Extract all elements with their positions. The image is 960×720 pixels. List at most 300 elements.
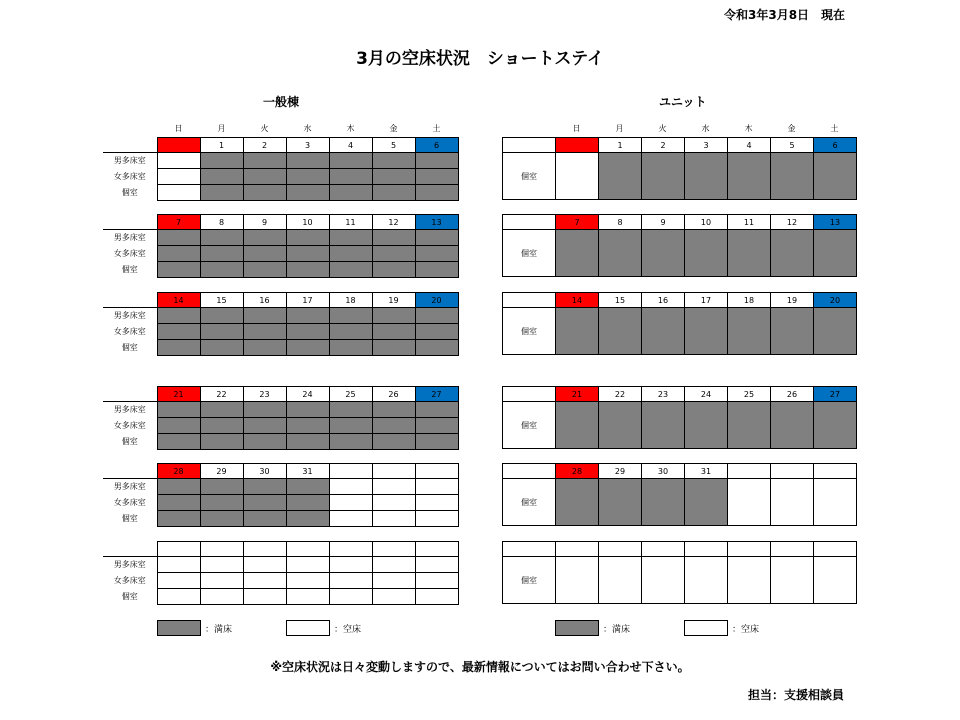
- full-cell: [329, 169, 372, 185]
- room-type-label: 女多床室: [103, 418, 157, 434]
- date-row-label: [503, 387, 556, 402]
- full-cell: [372, 340, 415, 356]
- room-type-label: 個室: [503, 557, 556, 604]
- full-cell: [329, 434, 372, 450]
- full-cell: [286, 495, 329, 511]
- room-type-label: 男多床室: [103, 230, 157, 246]
- full-cell: [599, 230, 642, 277]
- date-cell: 3: [685, 138, 728, 153]
- date-cell: 10: [286, 215, 329, 230]
- date-cell: 1: [200, 138, 243, 153]
- date-cell: 19: [771, 293, 814, 308]
- full-cell: [157, 402, 200, 418]
- date-cell: 7: [157, 215, 200, 230]
- date-cell: 12: [771, 215, 814, 230]
- full-cell: [157, 340, 200, 356]
- date-cell: 17: [286, 293, 329, 308]
- unit-weekday-2: 火: [658, 124, 667, 133]
- full-cell: [157, 479, 200, 495]
- date-cell: 16: [642, 293, 685, 308]
- general-week-4-table: [103, 386, 459, 450]
- date-cell: 15: [599, 293, 642, 308]
- unit-week-4-table: [502, 386, 857, 449]
- full-cell: [200, 511, 243, 527]
- date-cell: [415, 542, 458, 557]
- date-cell: 9: [642, 215, 685, 230]
- vacant-cell: [200, 573, 243, 589]
- vacant-cell: [415, 511, 458, 527]
- full-cell: [814, 308, 857, 355]
- vacant-cell: [329, 479, 372, 495]
- date-cell: [814, 464, 857, 479]
- full-cell: [200, 169, 243, 185]
- date-cell: 30: [243, 464, 286, 479]
- full-cell: [685, 308, 728, 355]
- date-cell: 20: [415, 293, 458, 308]
- date-cell: [814, 542, 857, 557]
- full-cell: [556, 308, 599, 355]
- full-cell: [200, 246, 243, 262]
- full-cell: [243, 230, 286, 246]
- date-cell: 19: [372, 293, 415, 308]
- full-cell: [286, 479, 329, 495]
- legend-full-label: ：満床: [205, 625, 233, 635]
- room-type-label: 個室: [503, 230, 556, 277]
- vacant-cell: [814, 479, 857, 526]
- vacant-cell: [286, 573, 329, 589]
- date-cell: 6: [415, 138, 458, 153]
- full-cell: [157, 418, 200, 434]
- full-cell: [243, 340, 286, 356]
- date-cell: [243, 542, 286, 557]
- full-cell: [200, 153, 243, 169]
- page-title: 3月の空床状況 ショートステイ: [356, 49, 604, 69]
- full-cell: [286, 246, 329, 262]
- full-cell: [642, 479, 685, 526]
- date-cell: [771, 542, 814, 557]
- full-cell: [243, 246, 286, 262]
- full-cell: [200, 402, 243, 418]
- date-cell: 26: [372, 387, 415, 402]
- date-cell: 2: [642, 138, 685, 153]
- date-cell: 25: [728, 387, 771, 402]
- full-cell: [329, 246, 372, 262]
- room-type-label: 女多床室: [103, 246, 157, 262]
- general-week-5-table: [103, 463, 459, 527]
- vacant-cell: [372, 573, 415, 589]
- unit-week-2-table: [502, 214, 857, 277]
- unit-week-5-table: [502, 463, 857, 526]
- unit-week-1-table: [502, 137, 857, 200]
- unit-ward-title: ユニット: [659, 95, 707, 109]
- general-weekday-0: 日: [174, 124, 183, 133]
- room-type-label: 女多床室: [103, 495, 157, 511]
- date-cell: [556, 138, 599, 153]
- full-cell: [157, 230, 200, 246]
- full-cell: [415, 402, 458, 418]
- date-cell: 29: [200, 464, 243, 479]
- full-cell: [157, 434, 200, 450]
- full-cell: [329, 153, 372, 169]
- vacant-cell: [415, 573, 458, 589]
- full-cell: [329, 402, 372, 418]
- unit-weekday-0: 日: [572, 124, 581, 133]
- date-cell: 15: [200, 293, 243, 308]
- full-cell: [200, 308, 243, 324]
- date-cell: [372, 542, 415, 557]
- legend-full-swatch-unit: [555, 620, 599, 636]
- full-cell: [728, 230, 771, 277]
- date-cell: 20: [814, 293, 857, 308]
- full-cell: [200, 324, 243, 340]
- unit-weekday-4: 木: [744, 124, 753, 133]
- full-cell: [286, 308, 329, 324]
- contact-staff: 担当：支援相談員: [748, 688, 845, 702]
- full-cell: [243, 402, 286, 418]
- date-cell: 5: [771, 138, 814, 153]
- full-cell: [372, 434, 415, 450]
- full-cell: [415, 340, 458, 356]
- unit-weekday-5: 金: [787, 124, 796, 133]
- full-cell: [415, 153, 458, 169]
- date-row-label: [103, 215, 157, 230]
- full-cell: [329, 262, 372, 278]
- date-cell: 24: [286, 387, 329, 402]
- date-cell: 14: [556, 293, 599, 308]
- date-cell: [329, 464, 372, 479]
- room-type-label: 個室: [103, 589, 157, 605]
- full-cell: [372, 185, 415, 201]
- as-of-date: 令和3年3月8日 現在: [724, 8, 846, 22]
- date-row-label: [503, 464, 556, 479]
- general-week-2-table: [103, 214, 459, 278]
- vacant-cell: [372, 495, 415, 511]
- room-type-label: 男多床室: [103, 153, 157, 169]
- vacant-cell: [728, 479, 771, 526]
- date-cell: 23: [243, 387, 286, 402]
- vacant-cell: [642, 557, 685, 604]
- full-cell: [243, 308, 286, 324]
- date-cell: [415, 464, 458, 479]
- vacant-cell: [771, 479, 814, 526]
- date-cell: 21: [556, 387, 599, 402]
- date-cell: [372, 464, 415, 479]
- full-cell: [685, 153, 728, 200]
- vacant-cell: [157, 573, 200, 589]
- general-weekday-6: 土: [432, 124, 441, 133]
- full-cell: [157, 324, 200, 340]
- full-cell: [415, 230, 458, 246]
- full-cell: [243, 434, 286, 450]
- vacant-cell: [157, 589, 200, 605]
- date-cell: 22: [599, 387, 642, 402]
- room-type-label: 個室: [503, 153, 556, 200]
- vacant-cell: [814, 557, 857, 604]
- date-cell: 14: [157, 293, 200, 308]
- room-type-label: 個室: [503, 479, 556, 526]
- vacant-cell: [685, 557, 728, 604]
- date-cell: [157, 542, 200, 557]
- legend-vacant-swatch: [286, 620, 330, 636]
- date-cell: 11: [728, 215, 771, 230]
- general-weekday-2: 火: [260, 124, 269, 133]
- date-cell: [329, 542, 372, 557]
- full-cell: [157, 262, 200, 278]
- vacant-cell: [200, 589, 243, 605]
- full-cell: [157, 246, 200, 262]
- legend-vacant-label-unit: ：空床: [732, 625, 760, 635]
- full-cell: [329, 308, 372, 324]
- date-cell: 8: [599, 215, 642, 230]
- date-cell: 25: [329, 387, 372, 402]
- full-cell: [243, 153, 286, 169]
- date-cell: [599, 542, 642, 557]
- legend-full-swatch: [157, 620, 201, 636]
- full-cell: [286, 262, 329, 278]
- full-cell: [243, 479, 286, 495]
- full-cell: [728, 308, 771, 355]
- vacant-cell: [243, 557, 286, 573]
- full-cell: [685, 479, 728, 526]
- date-cell: 27: [415, 387, 458, 402]
- date-cell: 24: [685, 387, 728, 402]
- vacant-cell: [329, 495, 372, 511]
- date-cell: [642, 542, 685, 557]
- full-cell: [771, 230, 814, 277]
- full-cell: [329, 185, 372, 201]
- date-cell: 13: [415, 215, 458, 230]
- full-cell: [286, 340, 329, 356]
- full-cell: [728, 402, 771, 449]
- full-cell: [814, 402, 857, 449]
- vacant-cell: [286, 557, 329, 573]
- full-cell: [243, 511, 286, 527]
- date-cell: 11: [329, 215, 372, 230]
- full-cell: [642, 153, 685, 200]
- full-cell: [329, 418, 372, 434]
- full-cell: [372, 262, 415, 278]
- full-cell: [157, 308, 200, 324]
- vacant-cell: [329, 511, 372, 527]
- full-cell: [415, 262, 458, 278]
- date-cell: 6: [814, 138, 857, 153]
- room-type-label: 個室: [503, 402, 556, 449]
- full-cell: [286, 169, 329, 185]
- room-type-label: 個室: [103, 185, 157, 201]
- full-cell: [286, 434, 329, 450]
- full-cell: [685, 230, 728, 277]
- full-cell: [200, 185, 243, 201]
- date-cell: 31: [286, 464, 329, 479]
- date-cell: 26: [771, 387, 814, 402]
- date-row-label: [103, 293, 157, 308]
- full-cell: [415, 185, 458, 201]
- room-type-label: 個室: [503, 308, 556, 355]
- room-type-label: 個室: [103, 262, 157, 278]
- full-cell: [286, 185, 329, 201]
- vacant-cell: [157, 557, 200, 573]
- date-cell: 4: [329, 138, 372, 153]
- full-cell: [556, 402, 599, 449]
- full-cell: [286, 511, 329, 527]
- full-cell: [415, 246, 458, 262]
- full-cell: [771, 153, 814, 200]
- unit-weekday-1: 月: [615, 124, 624, 133]
- date-cell: 30: [642, 464, 685, 479]
- full-cell: [685, 402, 728, 449]
- full-cell: [599, 308, 642, 355]
- full-cell: [556, 230, 599, 277]
- date-row-label: [103, 138, 157, 153]
- room-type-label: 個室: [103, 340, 157, 356]
- legend-full-label-unit: ：満床: [603, 625, 631, 635]
- full-cell: [372, 324, 415, 340]
- full-cell: [599, 479, 642, 526]
- full-cell: [200, 230, 243, 246]
- date-cell: 3: [286, 138, 329, 153]
- full-cell: [200, 434, 243, 450]
- vacant-cell: [372, 479, 415, 495]
- date-row-label: [103, 464, 157, 479]
- room-type-label: 男多床室: [103, 308, 157, 324]
- full-cell: [200, 262, 243, 278]
- date-cell: 31: [685, 464, 728, 479]
- vacant-cell: [372, 589, 415, 605]
- full-cell: [372, 230, 415, 246]
- full-cell: [415, 308, 458, 324]
- full-cell: [243, 262, 286, 278]
- full-cell: [329, 340, 372, 356]
- full-cell: [286, 230, 329, 246]
- unit-weekday-3: 水: [701, 124, 710, 133]
- general-week-6-table: [103, 541, 459, 605]
- date-cell: 5: [372, 138, 415, 153]
- full-cell: [329, 324, 372, 340]
- room-type-label: 女多床室: [103, 573, 157, 589]
- date-cell: 8: [200, 215, 243, 230]
- unit-week-6-table: [502, 541, 857, 604]
- date-cell: 29: [599, 464, 642, 479]
- vacant-cell: [157, 153, 200, 169]
- full-cell: [642, 402, 685, 449]
- vacant-cell: [415, 557, 458, 573]
- date-cell: 28: [556, 464, 599, 479]
- vacant-cell: [200, 557, 243, 573]
- room-type-label: 男多床室: [103, 479, 157, 495]
- full-cell: [372, 169, 415, 185]
- date-row-label: [103, 387, 157, 402]
- date-cell: 1: [599, 138, 642, 153]
- full-cell: [286, 324, 329, 340]
- full-cell: [157, 511, 200, 527]
- date-cell: [286, 542, 329, 557]
- full-cell: [243, 169, 286, 185]
- general-weekday-5: 金: [389, 124, 398, 133]
- vacant-cell: [415, 589, 458, 605]
- full-cell: [243, 185, 286, 201]
- general-weekday-1: 月: [217, 124, 226, 133]
- legend-vacant-swatch-unit: [684, 620, 728, 636]
- date-cell: 7: [556, 215, 599, 230]
- room-type-label: 男多床室: [103, 402, 157, 418]
- general-weekday-3: 水: [303, 124, 312, 133]
- room-type-label: 男多床室: [103, 557, 157, 573]
- general-weekday-4: 木: [346, 124, 355, 133]
- room-type-label: 個室: [103, 434, 157, 450]
- full-cell: [286, 402, 329, 418]
- date-cell: 13: [814, 215, 857, 230]
- full-cell: [200, 340, 243, 356]
- vacant-cell: [157, 169, 200, 185]
- date-cell: [556, 542, 599, 557]
- vacant-cell: [415, 479, 458, 495]
- full-cell: [372, 308, 415, 324]
- unit-weekday-6: 土: [830, 124, 839, 133]
- date-cell: 27: [814, 387, 857, 402]
- date-cell: [157, 138, 200, 153]
- date-cell: 2: [243, 138, 286, 153]
- full-cell: [771, 402, 814, 449]
- full-cell: [814, 153, 857, 200]
- full-cell: [556, 479, 599, 526]
- full-cell: [415, 324, 458, 340]
- date-cell: 23: [642, 387, 685, 402]
- full-cell: [200, 479, 243, 495]
- full-cell: [372, 418, 415, 434]
- vacant-cell: [556, 153, 599, 200]
- vacant-cell: [556, 557, 599, 604]
- vacant-cell: [372, 557, 415, 573]
- room-type-label: 女多床室: [103, 324, 157, 340]
- date-cell: 16: [243, 293, 286, 308]
- vacant-cell: [329, 589, 372, 605]
- date-cell: [685, 542, 728, 557]
- full-cell: [728, 153, 771, 200]
- vacant-cell: [329, 557, 372, 573]
- full-cell: [599, 402, 642, 449]
- full-cell: [200, 418, 243, 434]
- full-cell: [415, 418, 458, 434]
- date-cell: 9: [243, 215, 286, 230]
- full-cell: [243, 418, 286, 434]
- full-cell: [157, 495, 200, 511]
- general-ward-title: 一般棟: [263, 95, 300, 109]
- date-cell: 21: [157, 387, 200, 402]
- full-cell: [329, 230, 372, 246]
- vacant-cell: [771, 557, 814, 604]
- general-week-3-table: [103, 292, 459, 356]
- date-cell: 12: [372, 215, 415, 230]
- date-cell: 17: [685, 293, 728, 308]
- date-cell: 18: [329, 293, 372, 308]
- general-week-1-table: [103, 137, 459, 201]
- vacant-cell: [599, 557, 642, 604]
- vacant-cell: [415, 495, 458, 511]
- full-cell: [243, 324, 286, 340]
- full-cell: [200, 495, 243, 511]
- date-cell: [771, 464, 814, 479]
- vacant-cell: [329, 573, 372, 589]
- date-row-label: [503, 293, 556, 308]
- vacant-cell: [372, 511, 415, 527]
- date-cell: 4: [728, 138, 771, 153]
- full-cell: [372, 402, 415, 418]
- full-cell: [642, 230, 685, 277]
- full-cell: [599, 153, 642, 200]
- date-cell: 28: [157, 464, 200, 479]
- date-cell: 22: [200, 387, 243, 402]
- full-cell: [372, 246, 415, 262]
